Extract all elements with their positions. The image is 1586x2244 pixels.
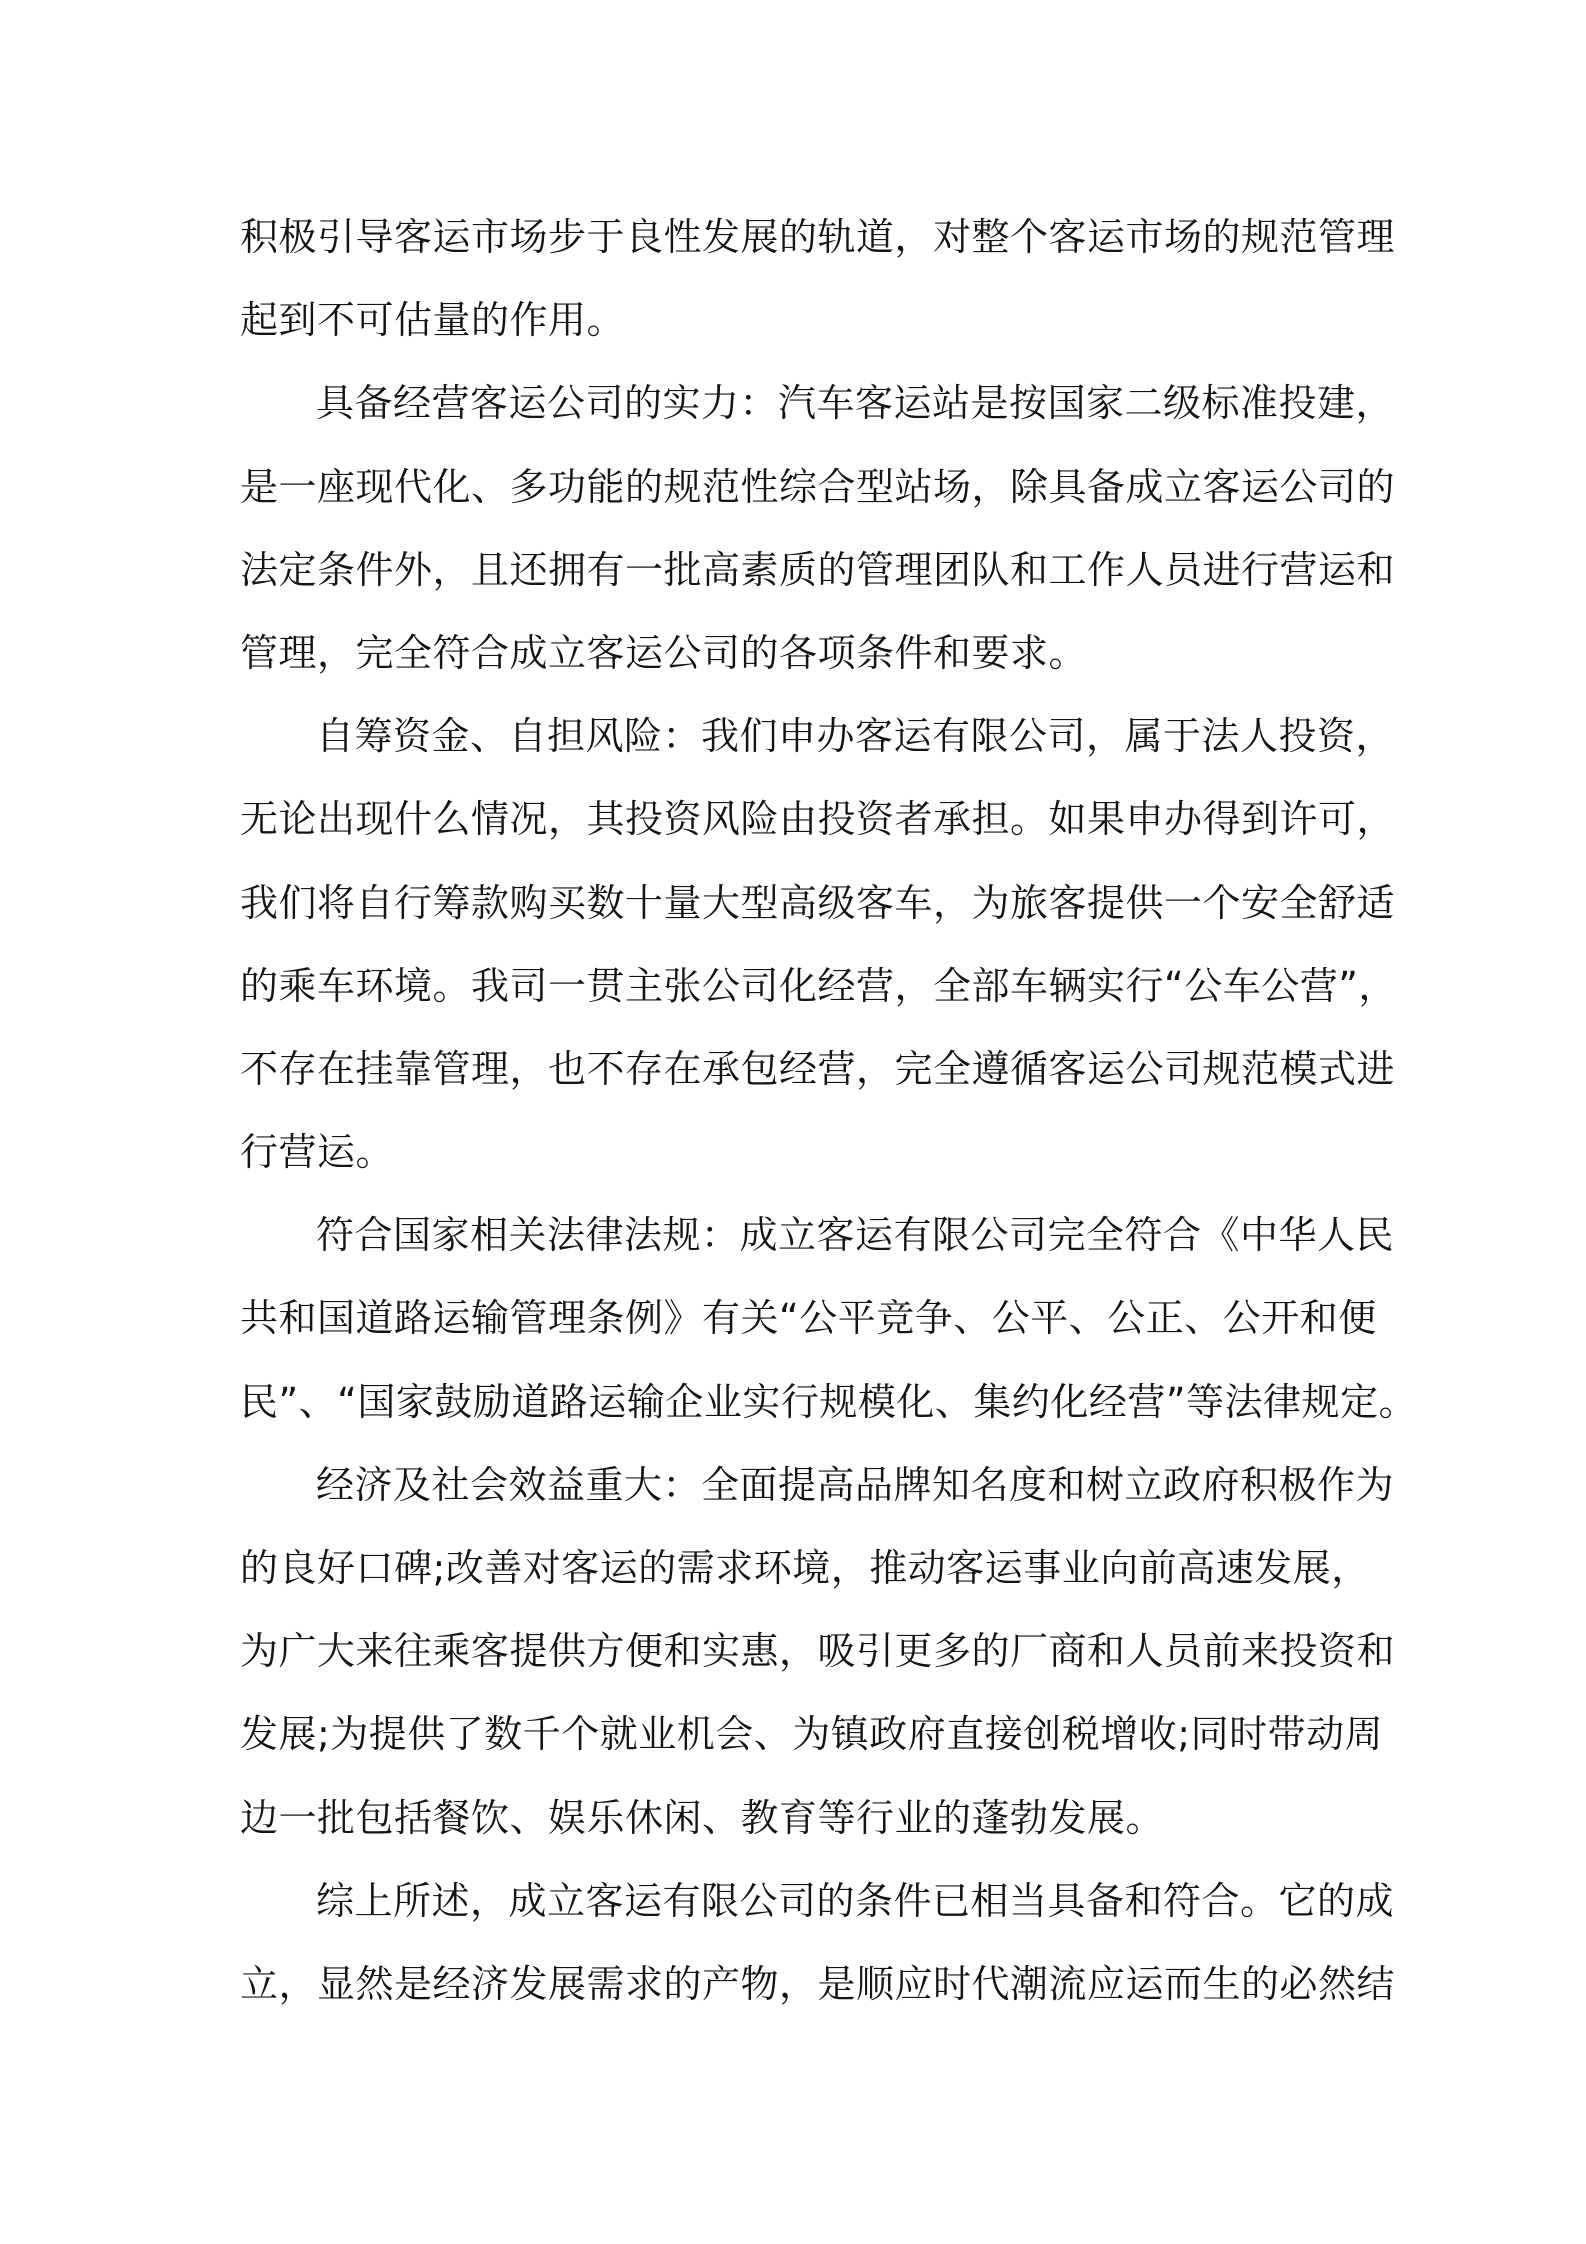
body-text (240, 196, 1418, 2026)
text-line: 无论出现什么情况，其投资风险由投资者承担。如果申办得到许可， (240, 797, 1396, 842)
text-line: 立，显然是经济发展需求的产物，是顺应时代潮流应运而生的必然结 (240, 1961, 1396, 2006)
text-line: 行营运。 (240, 1130, 395, 1175)
text-line: 是一座现代化、多功能的规范性综合型站场，除具备成立客运公司的 (240, 464, 1396, 509)
paragraph-start-line: 综上所述，成立客运有限公司的条件已相当具备和符合。它的成 (316, 1878, 1395, 1923)
paragraph-start-line: 经济及社会效益重大：全面提高品牌知名度和树立政府积极作为 (316, 1462, 1395, 1507)
text-line: 起到不可估量的作用。 (240, 298, 626, 343)
paragraph-start-line: 具备经营客运公司的实力：汽车客运站是按国家二级标准投建， (316, 381, 1395, 426)
text-line: 发展;为提供了数千个就业机会、为镇政府直接创税增收;同时带动周 (240, 1712, 1384, 1757)
text-line: 共和国道路运输管理条例》有关“公平竞争、公平、公正、公开和便 (240, 1296, 1377, 1341)
text-line: 积极引导客运市场步于良性发展的轨道，对整个客运市场的规范管理 (240, 215, 1396, 259)
text-line: 为广大来往乘客提供方便和实惠，吸引更多的厂商和人员前来投资和 (240, 1629, 1396, 1674)
paragraph-start-line: 符合国家相关法律法规：成立客运有限公司完全符合《中华人民 (316, 1213, 1395, 1258)
text-line: 的乘车环境。我司一贯主张公司化经营，全部车辆实行“公车公营”， (240, 963, 1397, 1008)
text-line: 管理，完全符合成立客运公司的各项条件和要求。 (240, 630, 1088, 675)
text-line: 的良好口碑;改善对客运的需求环境，推动客运事业向前高速发展， (240, 1546, 1370, 1590)
paragraph-start-line: 自筹资金、自担风险：我们申办客运有限公司，属于法人投资， (316, 714, 1395, 759)
text-line: 法定条件外，且还拥有一批高素质的管理团队和工作人员进行营运和 (240, 547, 1396, 592)
text-line: 民”、“国家鼓励道路运输企业实行规模化、集约化经营”等法律规定。 (240, 1379, 1418, 1424)
text-line: 不存在挂靠管理，也不存在承包经营，完全遵循客运公司规范模式进 (240, 1046, 1396, 1091)
text-line: 边一批包括餐饮、娱乐休闲、教育等行业的蓬勃发展。 (240, 1795, 1165, 1840)
text-line: 我们将自行筹款购买数十量大型高级客车，为旅客提供一个安全舒适 (240, 880, 1396, 925)
